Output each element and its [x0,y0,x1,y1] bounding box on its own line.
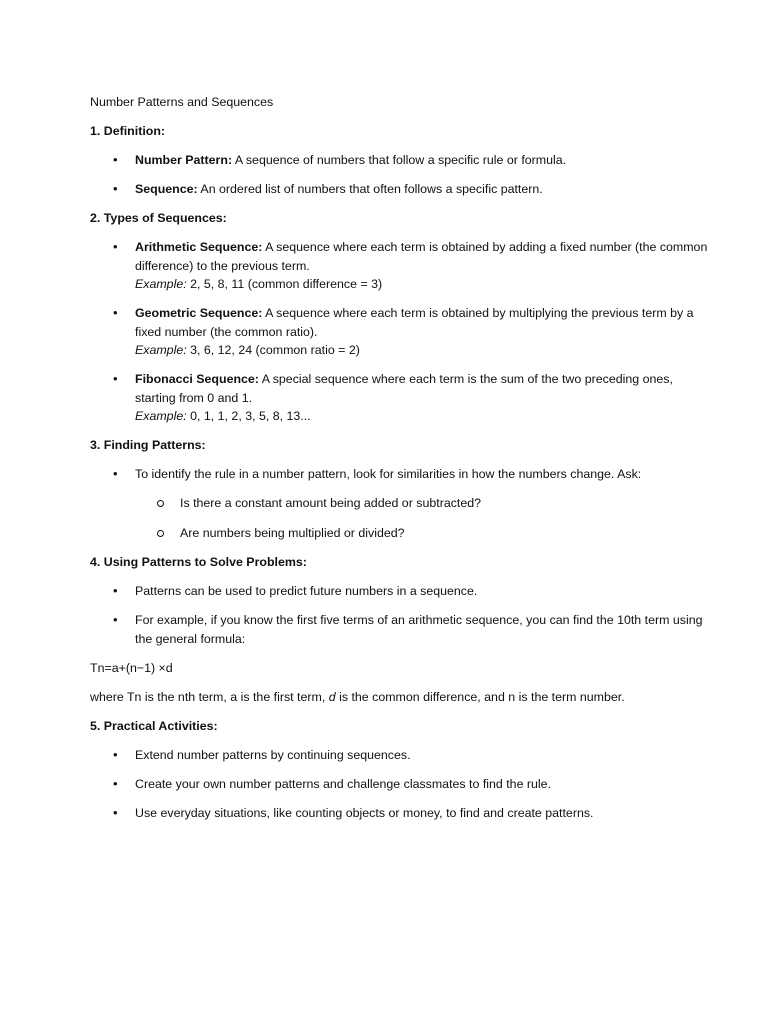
term-text: A sequence where each term is obtained by adding a fixed number (the common difference) to the previous term. [135,240,708,273]
term-text: An ordered list of numbers that often follows a specific pattern. [197,182,543,196]
formula-explanation [90,688,708,707]
term-label: Sequence: [135,182,198,196]
explanation-before: where Tn is the nth term, a is the first term, [90,689,329,704]
example-label: Example: [135,277,187,291]
activities-list [90,746,708,823]
term-text: A special sequence where each term is the sum of the two preceding ones, starting from 0 and 1. [135,372,673,405]
example-text: 0, 1, 1, 2, 3, 5, 8, 13... [186,409,311,423]
example-text: 3, 6, 12, 24 (common ratio = 2) [186,343,360,357]
sub-list-item: Are numbers being multiplied or divided? [135,524,708,543]
explanation-after: is the common difference, and n is the term number. [335,689,625,704]
example-line [135,341,708,360]
term-text: A sequence where each term is obtained by multiplying the previous term by a fixed number (the common ratio). [135,306,694,339]
list-item [90,304,708,360]
example-label: Example: [135,409,187,423]
list-item: • Extend number patterns by continuing sequences. [90,746,708,765]
term-label: Number Pattern: [135,153,233,167]
section-heading-definition: 1. Definition: [90,124,166,138]
general-formula: Tn=a+(n−1) ×d [90,660,173,675]
finding-sub-list [135,494,708,543]
term-label: Arithmetic Sequence: [135,240,263,254]
list-item [90,238,708,294]
list-item [90,465,708,543]
list-item [90,151,708,170]
example-line [135,407,708,426]
sub-list-item: Is there a constant amount being added or subtracted? [135,494,708,513]
explanation-d: d [328,689,336,704]
types-list [90,238,708,426]
section-heading-using: 4. Using Patterns to Solve Problems: [90,555,307,569]
term-text: A sequence of numbers that follow a specific rule or formula. [232,153,567,167]
list-item: • Create your own number patterns and challenge classmates to find the rule. [90,775,708,794]
using-list [90,582,708,648]
finding-intro: To identify the rule in a number pattern, look for similarities in how the numbers change. Ask: [135,467,642,481]
term-label: Geometric Sequence: [135,306,263,320]
document-title: Number Patterns and Sequences [90,95,274,109]
example-text: 2, 5, 8, 11 (common difference = 3) [186,277,383,291]
definition-list [90,151,708,199]
list-item [90,180,708,199]
example-label: Example: [135,343,187,357]
list-item: • For example, if you know the first five terms of an arithmetic sequence, you can find the 10th term using the general formula: [90,611,708,648]
section-heading-activities: 5. Practical Activities: [90,718,218,733]
list-item: • Patterns can be used to predict future numbers in a sequence. [90,582,708,601]
list-item [90,370,708,426]
term-label: Fibonacci Sequence: [135,372,259,386]
example-line [135,275,708,294]
section-heading-types: 2. Types of Sequences: [90,211,227,225]
section-heading-finding: 3. Finding Patterns: [90,438,206,452]
list-item: • Use everyday situations, like counting objects or money, to find and create patterns. [90,804,708,823]
finding-list [90,465,708,543]
